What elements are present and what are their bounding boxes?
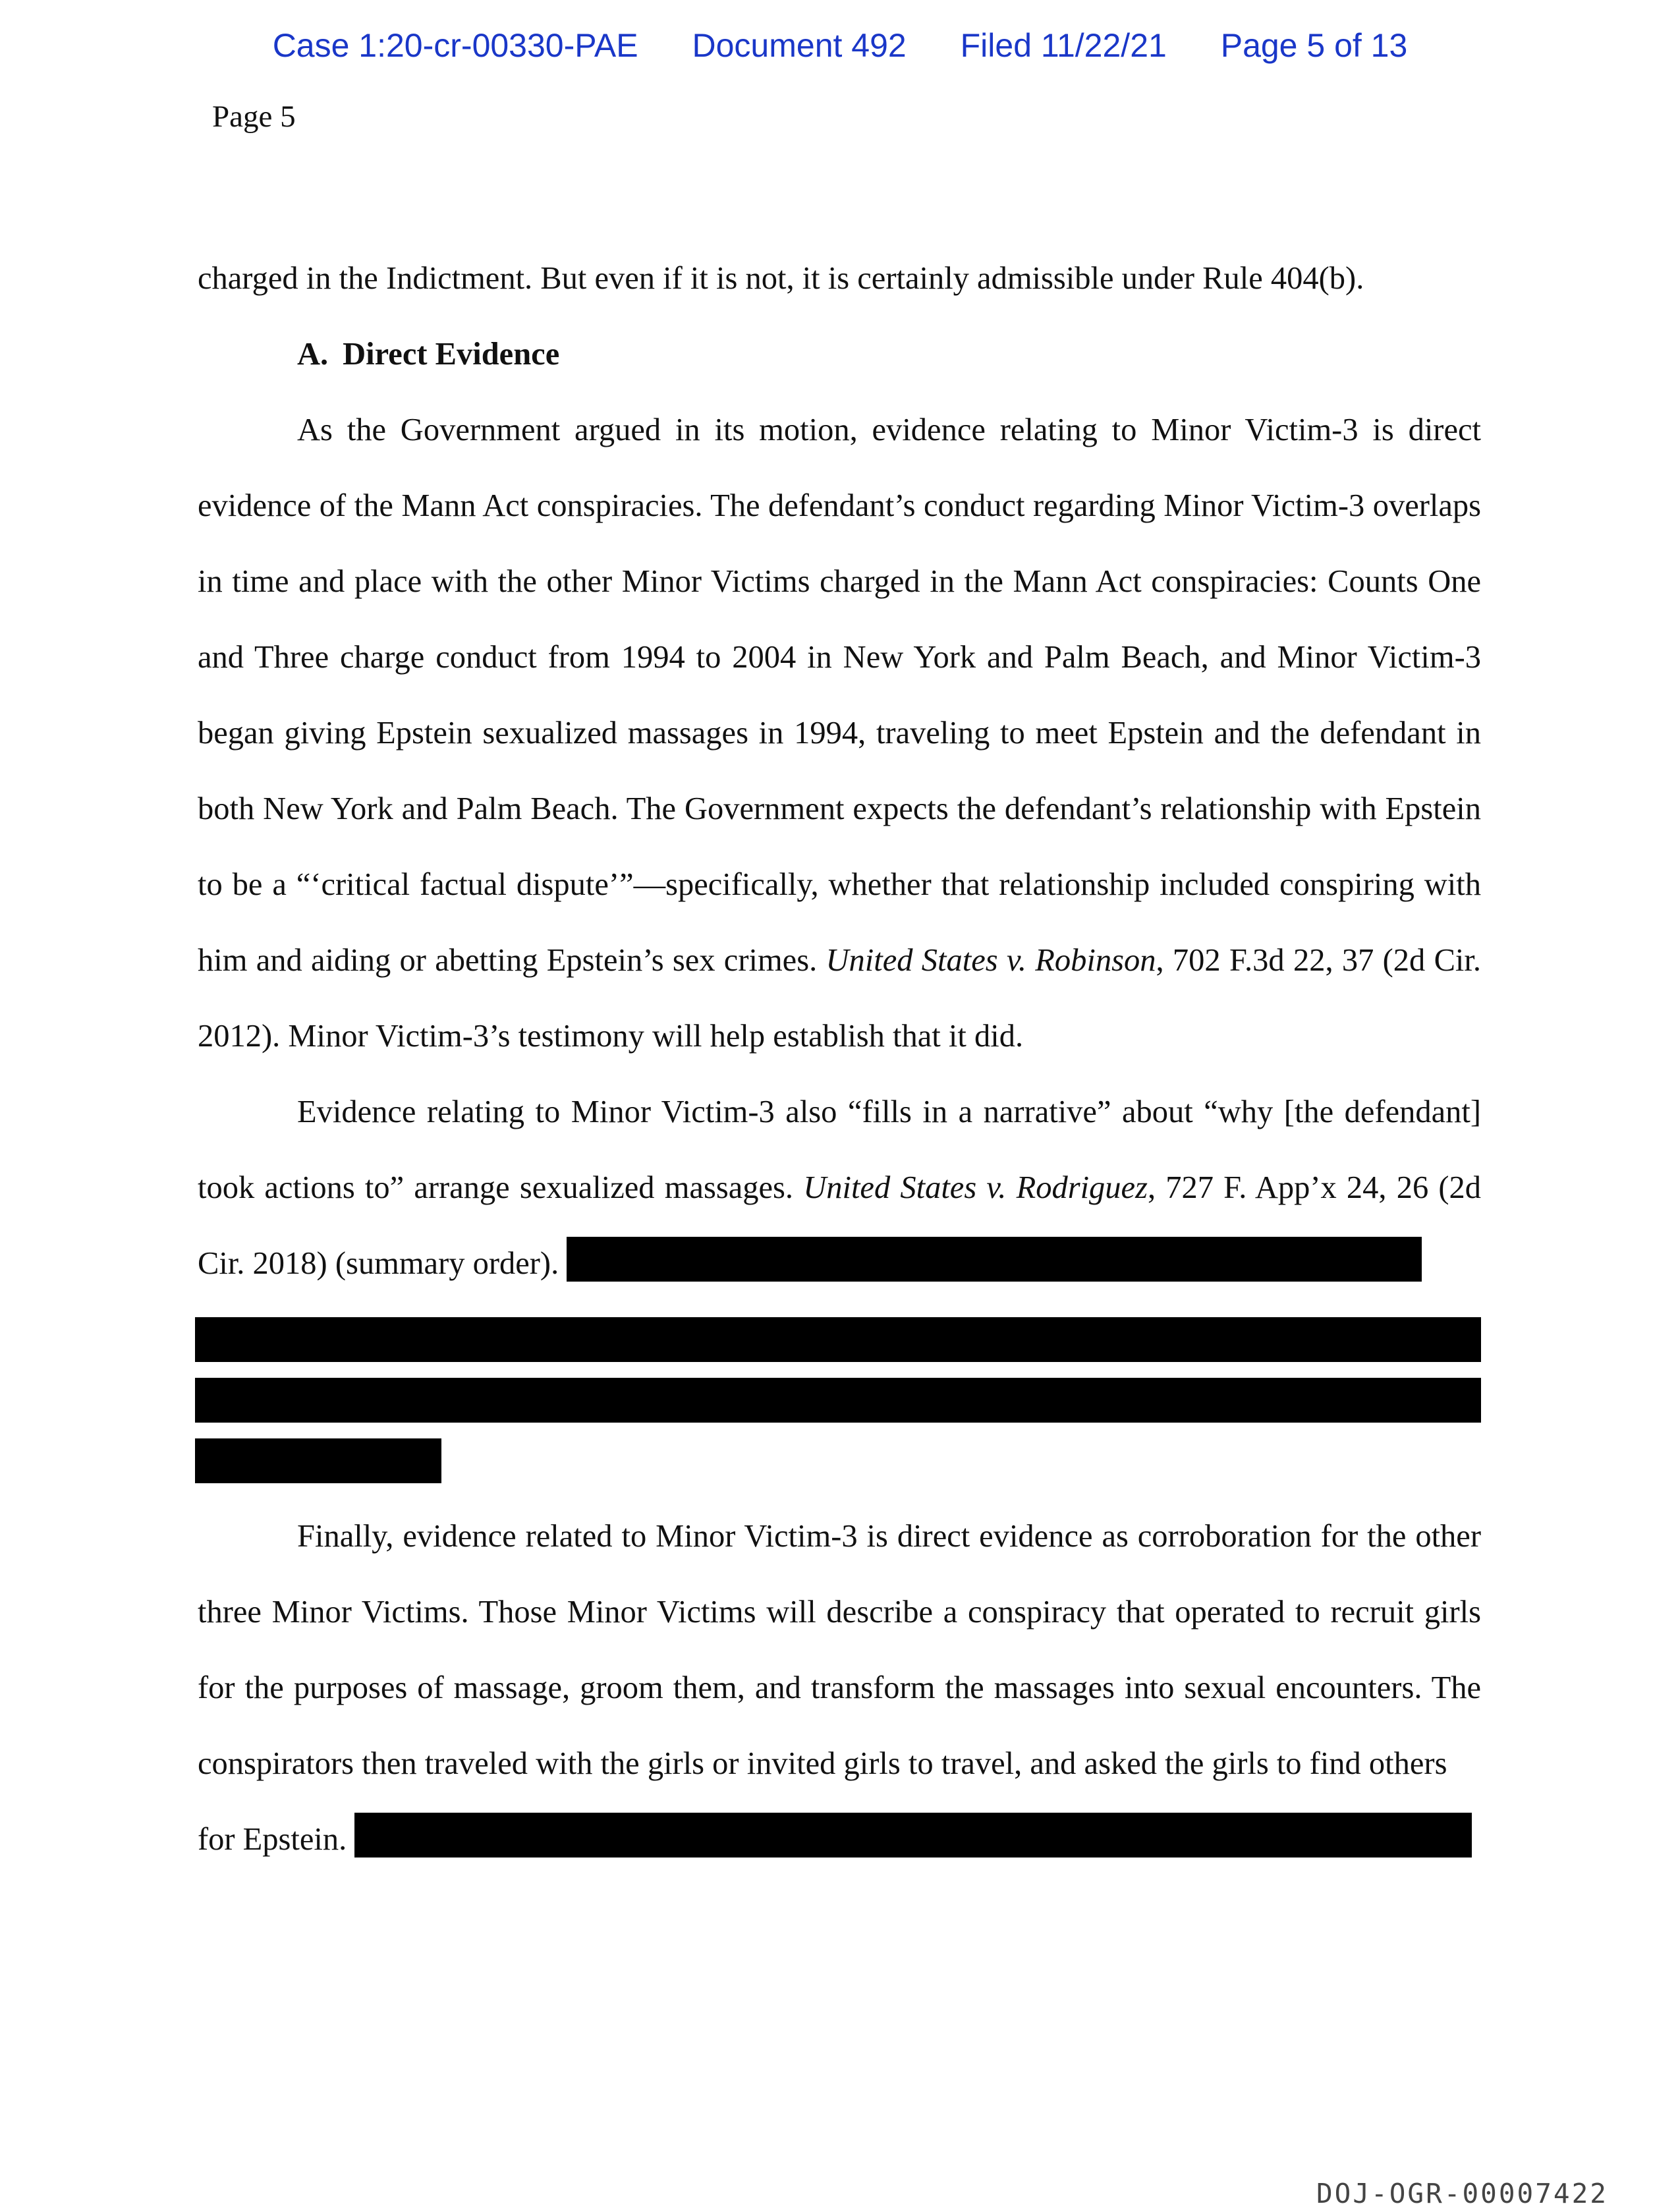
heading-text: Direct Evidence xyxy=(343,337,560,372)
paragraph-corroboration-last-line xyxy=(198,1801,1481,1877)
redaction-block xyxy=(195,1317,1481,1362)
redaction-block xyxy=(195,1378,1481,1423)
ecf-header xyxy=(0,26,1680,65)
case-number: Case 1:20-cr-00330-PAE xyxy=(272,27,638,64)
heading-letter: A. xyxy=(297,337,329,372)
section-heading xyxy=(198,316,1481,392)
para1-text: As the Government argued in its motion, evidence relating to Minor Victim-3 is direct evidence of the Mann Act conspiracies. The defendant’s conduct regarding Minor Victim-3 overlaps in time and place with the other Minor Victims charged in the Mann Act conspiracies: Counts One and Three charge conduct from 1994 to 2004 in New York and Palm Beach, and Minor Victim-3 began giving Epstein sexualized massages in 1994, traveling to meet Epstein and the defendant in both New York and Palm Beach. The Government expects the defendant’s relationship with Epstein to be a “‘critical factual dispute’”—specifically, whether that relationship included conspiring with him and aiding or abetting Epstein’s sex crimes. xyxy=(198,412,1481,978)
bates-number: DOJ-OGR-00007422 xyxy=(1316,2178,1608,2209)
document-body xyxy=(198,241,1481,1877)
para1-end: , 702 F.3d 22, 37 (2d Cir. 2012). Minor Victim-3’s testimony will help establish that it did. xyxy=(198,943,1481,1054)
paragraph-corroboration xyxy=(198,1498,1481,1801)
para2-end: , 727 F. App’x 24, 26 (2d Cir. 2018) (summary order). xyxy=(198,1170,1482,1281)
page-label: Page 5 xyxy=(212,99,296,134)
case-citation: United States v. Robinson xyxy=(826,943,1156,978)
redaction-block xyxy=(567,1237,1422,1282)
para3-last: for Epstein. xyxy=(198,1822,347,1857)
redaction-block xyxy=(195,1438,441,1483)
paragraph-direct-evidence xyxy=(198,392,1481,1074)
filed-date: Filed 11/22/21 xyxy=(960,27,1167,64)
redaction-block xyxy=(354,1813,1472,1858)
para3-text: Finally, evidence related to Minor Victim-3 is direct evidence as corroboration for the other three Minor Victims. Those Minor Victims will describe a conspiracy that operated to recruit girls for the purposes of massage, groom them, and transform the massages into sexual encounters. The conspirators then traveled with the girls or invited girls to travel, and asked the girls to find others xyxy=(198,1519,1481,1781)
para2-text: Evidence relating to Minor Victim-3 also “fills in a narrative” about “why [the defendant] took actions to” arrange sexualized massages. xyxy=(198,1094,1481,1205)
case-citation: United States v. Rodriguez xyxy=(803,1170,1148,1205)
paragraph-narrative xyxy=(198,1074,1481,1301)
opening-line: charged in the Indictment. But even if it is not, it is certainly admissible under Rule 404(b). xyxy=(198,261,1364,296)
page-count: Page 5 of 13 xyxy=(1220,27,1408,64)
document-number: Document 492 xyxy=(692,27,907,64)
